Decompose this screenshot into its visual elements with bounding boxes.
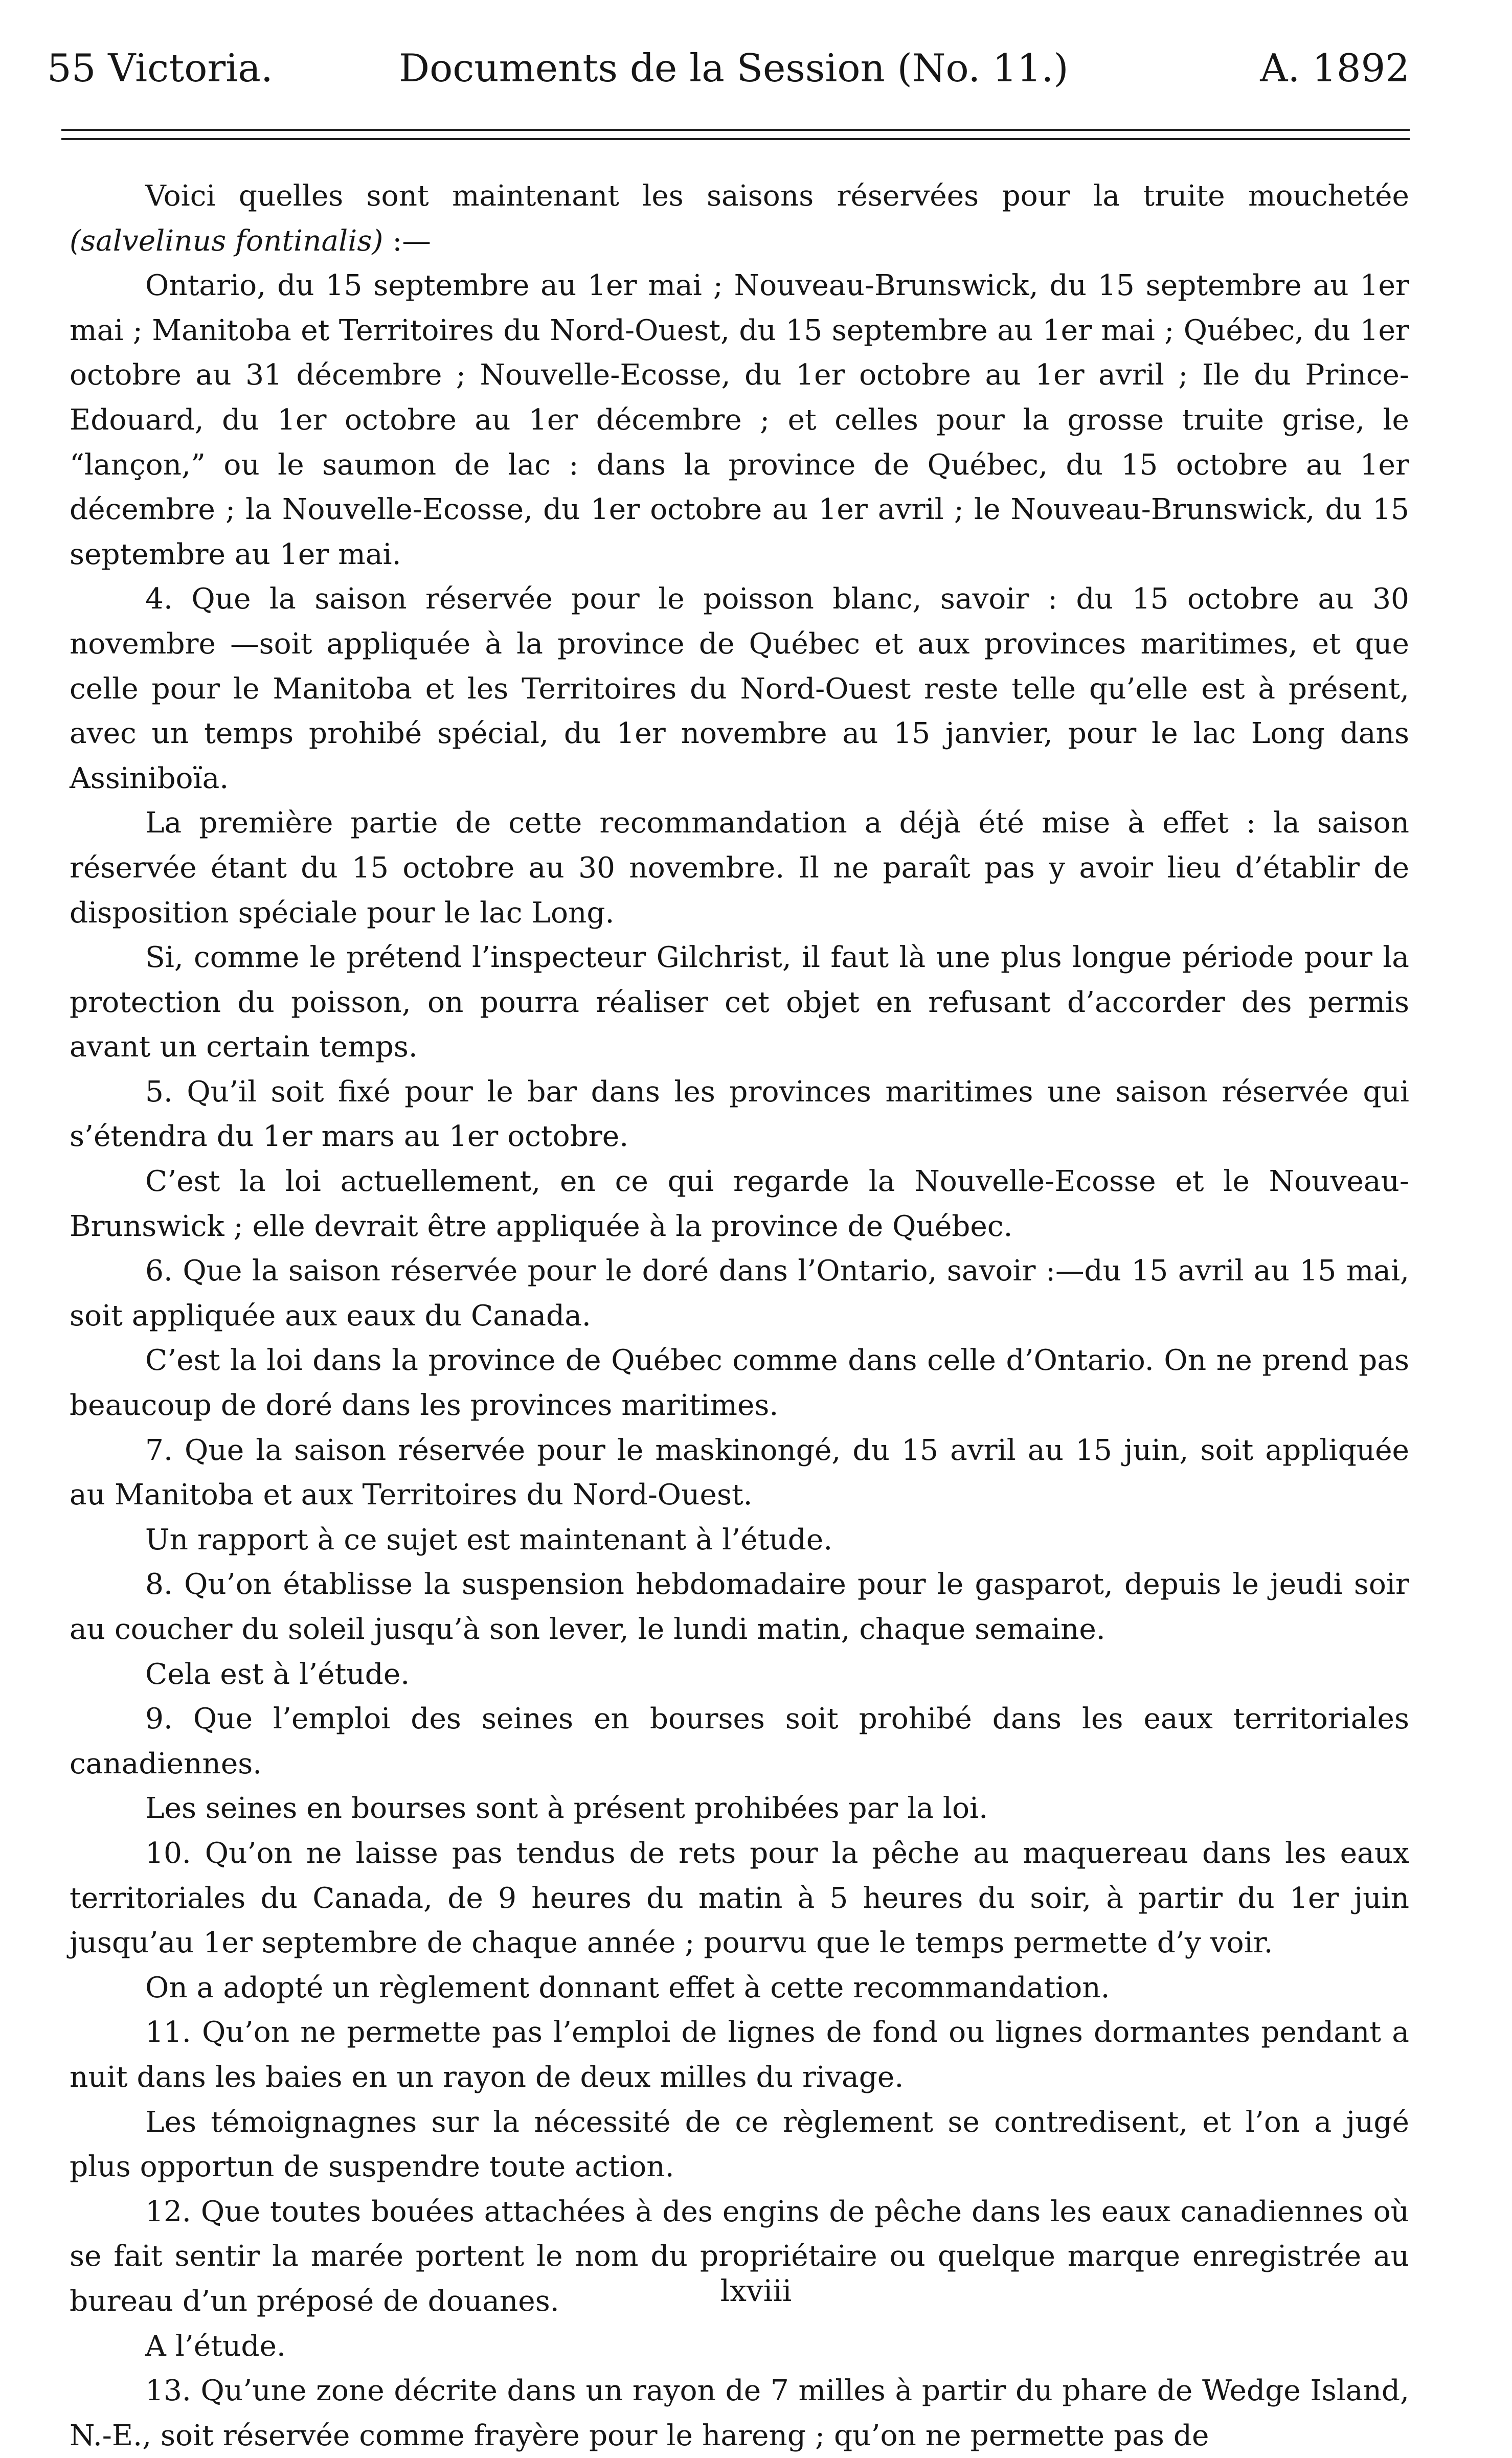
paragraph: 4. Que la saison réservée pour le poisson blanc, savoir : du 15 octobre au 30 novembre —soit appliquée à la province de Québec et aux provinces maritimes, et que celle pour le Manitoba et les Territoires du Nord-Ouest reste telle qu’elle est à présent, avec un temps prohibé spécial, du 1er novembre au 15 janvier, pour le lac Long dans Assiniboïa. [70, 582, 1409, 795]
header-rule-top [61, 129, 1410, 131]
paragraph: C’est la loi dans la province de Québec comme dans celle d’Ontario. On ne prend pas beaucoup de doré dans les provinces maritimes. [70, 1344, 1409, 1423]
paragraph: 6. Que la saison réservée pour le doré dans l’Ontario, savoir :—du 15 avril au 15 mai, soit appliquée aux eaux du Canada. [70, 1254, 1409, 1333]
paragraph: Les seines en bourses sont à présent prohibées par la loi. [145, 1792, 988, 1825]
page-number: lxviii [720, 2273, 792, 2308]
paragraph: Voici quelles sont maintenant les saisons réservées pour la truite mouchetée (salvelinus fontinalis) :— [70, 179, 1409, 258]
paragraph: 11. Qu’on ne permette pas l’emploi de lignes de fond ou lignes dormantes pendant a nuit dans les baies en un rayon de deux milles du rivage. [70, 2016, 1409, 2094]
paragraph: A l’étude. [145, 2329, 286, 2363]
paragraph: La première partie de cette recommandation a déjà été mise à effet : la saison réservée étant du 15 octobre au 30 novembre. Il ne paraît pas y avoir lieu d’établir de disposition spéciale pour le lac Long. [70, 806, 1409, 930]
paragraph: Les témoignagnes sur la nécessité de ce règlement se contredisent, et l’on a jugé plus opportun de suspendre toute action. [70, 2105, 1409, 2184]
running-header [0, 40, 1512, 96]
paragraph: Ontario, du 15 septembre au 1er mai ; Nouveau-Brunswick, du 15 septembre au 1er mai ; Manitoba et Territoires du Nord-Ouest, du 15 septembre au 1er mai ; Québec, du 1er octobre au 31 décembre ; Nouvelle-Ecosse, du 1er octobre au 1er avril ; Ile du Prince-Edouard, du 1er octobre au 1er décembre ; et celles pour la grosse truite grise, le “lançon,” ou le saumon de lac : dans la province de Québec, du 15 octobre au 1er décembre ; la Nouvelle-Ecosse, du 1er octobre au 1er avril ; le Nouveau-Brunswick, du 15 septembre au 1er mai. [70, 269, 1409, 571]
paragraph: 13. Qu’une zone décrite dans un rayon de 7 milles à partir du phare de Wedge Island, N.-E., soit réservée comme frayère pour le hareng ; qu’on ne permette pas de [70, 2374, 1409, 2452]
paragraph: 12. Que toutes bouées attachées à des engins de pêche dans les eaux canadiennes où se fait sentir la marée portent le nom du propriétaire ou quelque marque enregistrée au bureau d’un préposé de douanes. [70, 2195, 1409, 2318]
paragraph: Un rapport à ce sujet est maintenant à l’étude. [145, 1523, 833, 1557]
paragraph: 9. Que l’emploi des seines en bourses soit prohibé dans les eaux territoriales canadiennes. [70, 1702, 1409, 1780]
header-volume: 55 Victoria. [47, 46, 273, 91]
header-rule-bottom [61, 138, 1410, 140]
paragraph: 10. Qu’on ne laisse pas tendus de rets pour la pêche au maquereau dans les eaux territoriales du Canada, de 9 heures du matin à 5 heures du soir, à partir du 1er juin jusqu’au 1er septembre de chaque année ; pourvu que le temps permette d’y voir. [70, 1836, 1409, 1960]
species-latin-name: (salvelinus fontinalis) [70, 224, 383, 258]
paragraph: Si, comme le prétend l’inspecteur Gilchrist, il faut là une plus longue période pour la protection du poisson, on pourra réaliser cet objet en refusant d’accorder des permis avant un certain temps. [70, 941, 1409, 1064]
paragraph: 5. Qu’il soit fixé pour le bar dans les provinces maritimes une saison réservée qui s’étendra du 1er mars au 1er octobre. [70, 1075, 1409, 1154]
document-body [70, 174, 1409, 2458]
paragraph: C’est la loi actuellement, en ce qui regarde la Nouvelle-Ecosse et le Nouveau-Brunswick ; elle devrait être appliquée à la province de Québec. [70, 1165, 1409, 1243]
paragraph: 7. Que la saison réservée pour le maskinongé, du 15 avril au 15 juin, soit appliquée au Manitoba et aux Territoires du Nord-Ouest. [70, 1433, 1409, 1512]
header-year: A. 1892 [1260, 46, 1410, 91]
paragraph: Cela est à l’étude. [145, 1657, 410, 1691]
paragraph: On a adopté un règlement donnant effet à cette recommandation. [145, 1971, 1110, 2004]
header-title: Documents de la Session (No. 11.) [399, 46, 1069, 91]
paragraph: 8. Qu’on établisse la suspension hebdomadaire pour le gasparot, depuis le jeudi soir au coucher du soleil jusqu’à son lever, le lundi matin, chaque semaine. [70, 1568, 1409, 1646]
